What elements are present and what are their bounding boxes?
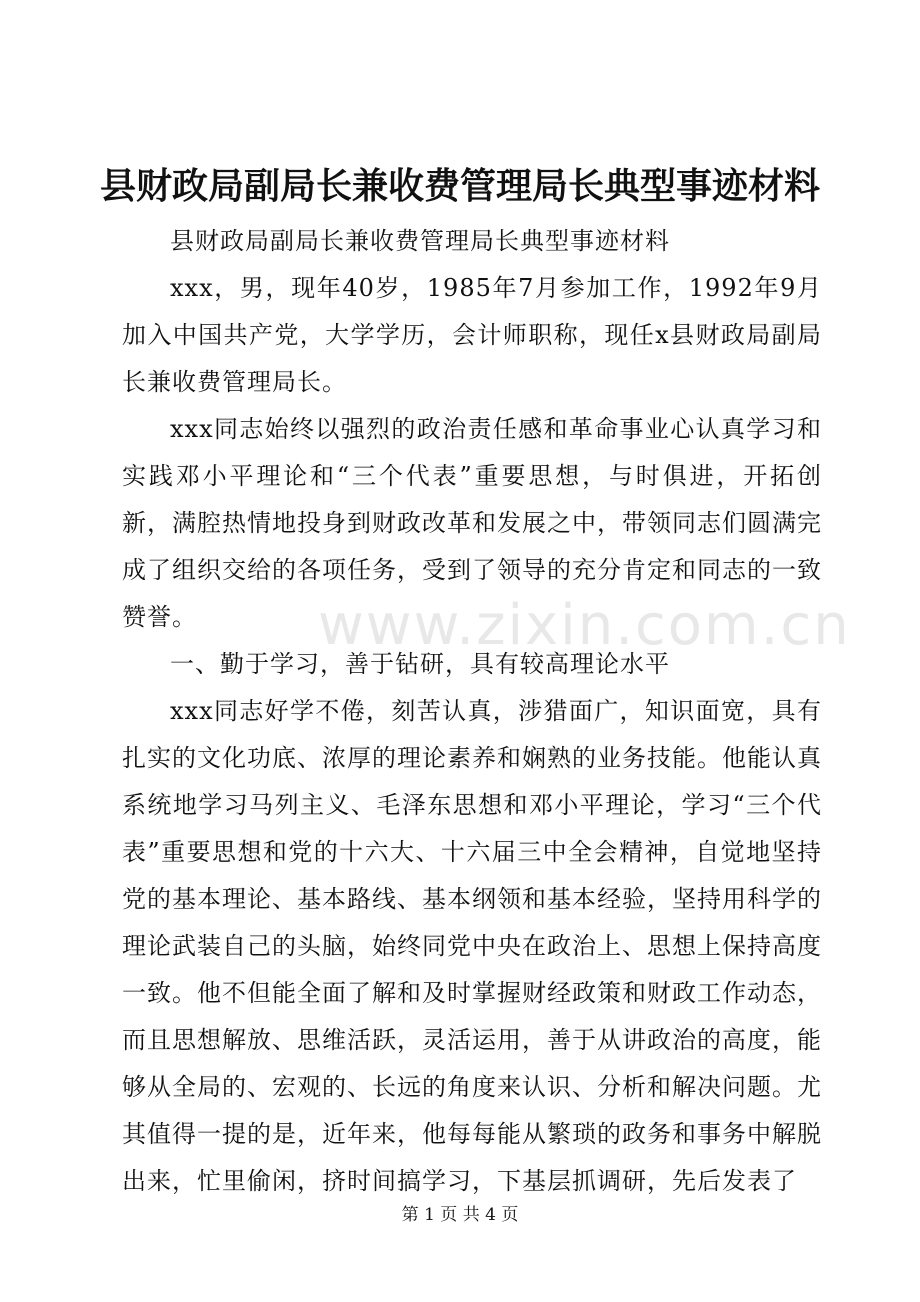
document-title: 县财政局副局长兼收费管理局长典型事迹材料 (99, 165, 820, 207)
page-footer: 第 1 页 共 4 页 (401, 1205, 519, 1225)
section-heading-1: 一、勤于学习，善于钻研，具有较高理论水平 (170, 650, 670, 678)
paragraph-summary: xxx同志始终以强烈的政治责任感和革命事业心认真学习和实践邓小平理论和“三个代表”重要思想，与时俱进，开拓创新，满腔热情地投身到财政改革和发展之中，带领同志们圆满完成了组织交给的各项任务，受到了领导的充分肯定和同志的一致赞誉。 (122, 415, 822, 631)
document-body (122, 218, 822, 1205)
watermark: www.zixin.com.cn (318, 593, 851, 658)
paragraph-study: xxx同志好学不倦，刻苦认真，涉猎面广，知识面宽，具有扎实的文化功底、浓厚的理论素养和娴熟的业务技能。他能认真系统地学习马列主义、毛泽东思想和邓小平理论，学习“三个代表”重要思想和党的十六大、十六届三中全会精神，自觉地坚持党的基本理论、基本路线、基本纲领和基本经验，坚持用科学的理论武装自己的头脑，始终同党中央在政治上、思想上保持高度一致。他不但能全面了解和及时掌握财经政策和财政工作动态，而且思想解放、思维活跃，灵活运用，善于从讲政治的高度，能够从全局的、宏观的、长远的角度来认识、分析和解决问题。尤其值得一提的是，近年来，他每每能从繁琐的政务和事务中解脱出来，忙里偷闲，挤时间搞学习，下基层抓调研，先后发表了 (122, 697, 822, 1195)
paragraph-profile: xxx，男，现年40岁，1985年7月参加工作，1992年9月加入中国共产党，大学学历，会计师职称，现任x县财政局副局长兼收费管理局长。 (122, 274, 822, 396)
paragraph-subtitle: 县财政局副局长兼收费管理局长典型事迹材料 (170, 227, 670, 255)
